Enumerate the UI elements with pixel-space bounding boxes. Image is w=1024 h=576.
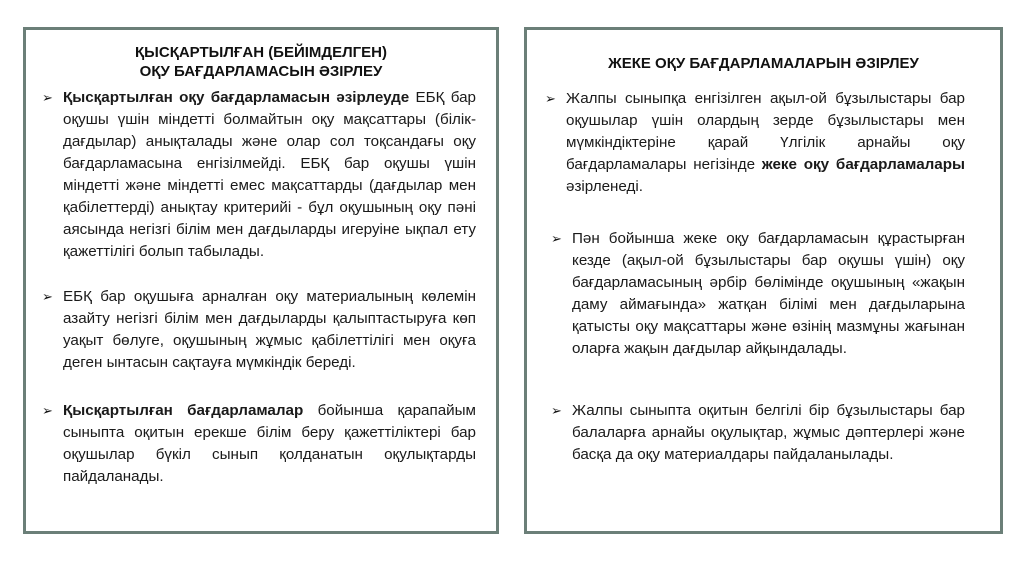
item-text-before: Жалпы сыныпқа енгізілген ақыл-ой бұзылыстары бар оқушылар үшін олардың зерде бұзылыстары мен мүмкіндіктеріне қарай Үлгілік арнайы оқу бағдарламалары негізінде (566, 90, 965, 173)
item-text-after: әзірленеді. (566, 178, 643, 195)
arrowhead-bullet-icon: ➢ (42, 90, 53, 105)
item-text: ЕБҚ бар оқушыға арналған оқу материалының көлемін азайту негізгі білім мен дағдыларды қалыптастыруға көп уақыт бөлуге, оқушының жұмыс қабілеттілігі мен оқуға деген ынтасын сақтауға мүмкіндік береді. (63, 288, 476, 371)
item-bold-lead: Қысқартылған оқу бағдарламасын әзірлеуде (63, 89, 410, 106)
left-list-item-1 (42, 87, 476, 263)
left-list-item-2 (42, 286, 476, 374)
item-text: бойынша қарапайым сыныпта оқитын ерекше білім беру қажеттіліктері бар оқушылар бүкіл сынып қолданатын оқулықтарды пайдаланады. (63, 402, 476, 485)
item-text: Жалпы сыныпта оқитын белгілі бір бұзылыстары бар балаларға арнайы оқулықтар, жұмыс дәптерлері және басқа да оқу материалдары пайдаланылады. (572, 402, 965, 463)
left-panel-title-line1: ҚЫСҚАРТЫЛҒАН (БЕЙІМДЕЛГЕН) (135, 44, 387, 61)
arrowhead-bullet-icon: ➢ (545, 91, 556, 106)
item-bold-phrase: жеке оқу бағдарламалары (761, 156, 965, 173)
right-list-item-1 (545, 88, 965, 198)
right-panel-title: ЖЕКЕ ОҚУ БАҒДАРЛАМАЛАРЫН ӘЗІРЛЕУ (608, 55, 919, 72)
arrowhead-bullet-icon: ➢ (42, 403, 53, 418)
item-text: Пән бойынша жеке оқу бағдарламасын құрастырған кезде (ақыл-ой бұзылыстары бар оқушы үшін) оқу бағдарламасының әрбір бөлімінде оқушының «жақын даму аймағында» жатқан білімі мен дағдыларына қатысты оқу мақсаттары және өзінің мазмұны жағынан оларға жақын дағдылар айқындалады. (572, 230, 965, 357)
right-list-item-2 (551, 228, 965, 360)
arrowhead-bullet-icon: ➢ (551, 403, 562, 418)
item-bold-lead: Қысқартылған бағдарламалар (63, 402, 304, 419)
right-panel (524, 27, 1003, 534)
item-text: ЕБҚ бар оқушы үшін міндетті болмайтын оқу мақсаттары (білік- дағдылар) анықталады және олар сол тоқсандағы оқу бағдарламасына енгізілмейді. ЕБҚ бар оқушы үшін міндетті және міндетті емес мақсаттарды (дағдылар мен қабілеттерді) анықтау критерийі - бұл оқушының оқу пәні аясында негізгі білім мен дағдыларды игеруіне ықпал ету қажеттілігі болып табылады. (63, 89, 476, 260)
left-panel-title (26, 43, 496, 81)
left-panel-title-line2: ОҚУ БАҒДАРЛАМАСЫН ӘЗІРЛЕУ (139, 63, 383, 80)
left-panel (23, 27, 499, 534)
arrowhead-bullet-icon: ➢ (42, 289, 53, 304)
arrowhead-bullet-icon: ➢ (551, 231, 562, 246)
right-list-item-3 (551, 400, 965, 466)
left-list-item-3 (42, 400, 476, 488)
